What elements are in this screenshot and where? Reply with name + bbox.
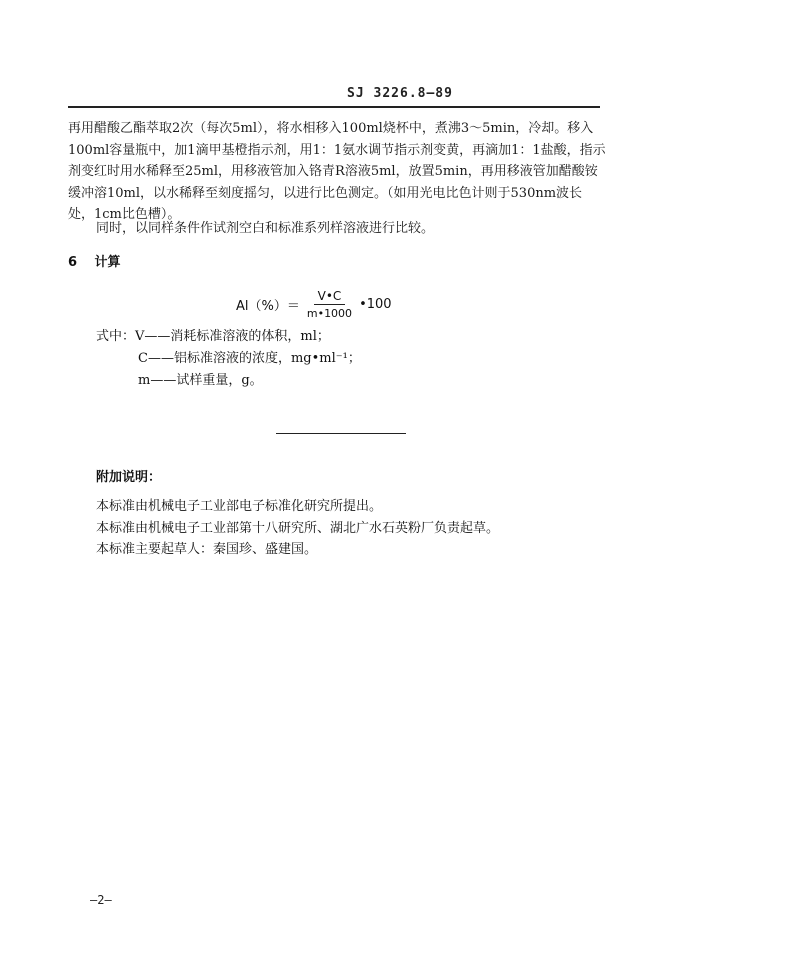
- section-title: 计算: [94, 255, 121, 270]
- formula-numerator: V•C: [314, 289, 346, 305]
- note-line: 本标准主要起草人：秦国珍、盛建国。: [96, 542, 318, 557]
- formula-rhs: •100: [359, 296, 392, 312]
- procedure-paragraph: 再用醋酸乙酯萃取2次（每次5ml），将水相移入100ml烧杯中，煮沸3～5min，冷却。移入100ml容量瓶中，加1滴甲基橙指示剂，用1：1氨水调节指示剂变黄，再滴加1：1盐酸，指示剂变红时用水稀释至25ml，用移液管加入铬青R溶液5ml，放置5min，再用移液管加醋酸铵缓冲溶10ml，以水稀释至刻度摇匀，以进行比色测定。（如用光电比色计则于530nm波长处，1cm比色槽）。: [68, 121, 606, 222]
- definition-row: [96, 370, 361, 392]
- variable-definitions: [96, 326, 361, 392]
- calculation-formula: [236, 284, 392, 324]
- formula-fraction: [303, 289, 356, 320]
- formula-lhs: Al（%）＝: [236, 298, 300, 314]
- header-rule: [68, 106, 600, 108]
- standard-code-header: SJ 3226.8—89: [347, 86, 453, 101]
- notes-list: [96, 496, 499, 561]
- end-rule: [276, 433, 406, 434]
- comparison-paragraph: 同时，以同样条件作试剂空白和标准系列样溶液进行比较。: [96, 221, 435, 236]
- definition-item: C——铝标准溶液的浓度，mg•ml⁻¹；: [138, 351, 361, 366]
- definition-row: [96, 348, 361, 370]
- note-line: 本标准由机械电子工业部第十八研究所、湖北广水石英粉厂负责起草。: [96, 520, 500, 536]
- formula-denominator: m•1000: [306, 306, 353, 320]
- notes-title: 附加说明：: [96, 470, 162, 485]
- definition-row: [96, 326, 361, 348]
- definition-item: V——消耗标准溶液的体积，ml；: [135, 329, 330, 344]
- section-number: 6: [68, 255, 78, 270]
- definition-intro: 式中：: [96, 329, 136, 344]
- note-line: 本标准由机械电子工业部电子标准化研究所提出。: [96, 499, 383, 514]
- definition-item: m——试样重量，g。: [138, 373, 263, 388]
- section-heading: [68, 251, 121, 270]
- page-number: —2—: [90, 893, 112, 907]
